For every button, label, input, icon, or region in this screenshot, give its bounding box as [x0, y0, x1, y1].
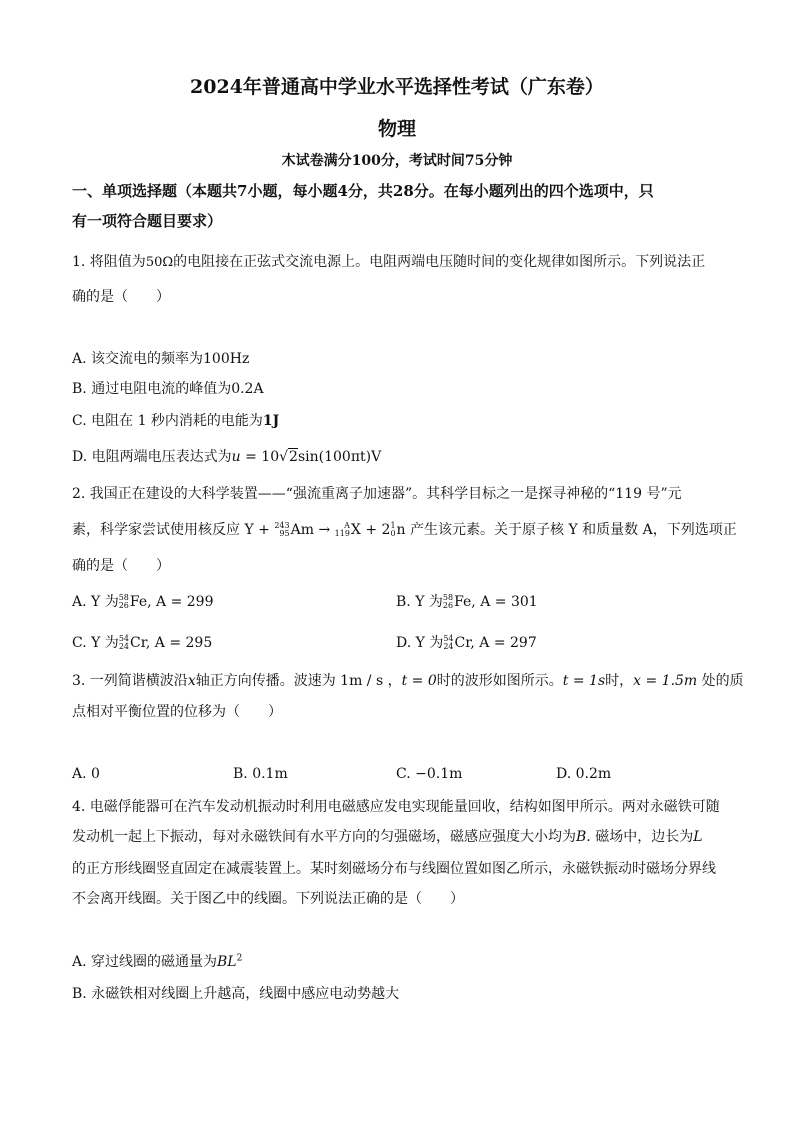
q2-opt-a-z: 26 — [118, 601, 129, 610]
q3-line1-c: 时的波形如图所示。 — [436, 673, 563, 689]
q3-stem-line2: 点相对平衡位置的位移为（ ） — [72, 704, 282, 720]
q2-stem-line1: 2. 我国正在建设的大科学装置——“强流重离子加速器”。其科学目标之一是探寻神秘的“119 号”元 — [72, 486, 682, 502]
q4-option-a — [72, 953, 242, 971]
q1-option-d-u: u — [231, 449, 241, 465]
q2-opt-c-sym: Cr, A = 295 — [130, 635, 213, 651]
subject-title: 物理 — [377, 118, 416, 140]
q2-opt-b-mass: 58 — [442, 593, 454, 602]
q2-stem-line3: 确的是（ ） — [72, 558, 170, 574]
q1-option-c — [72, 412, 279, 430]
exam-title: 2024年普通高中学业水平选择性考试（广东卷） — [190, 76, 604, 98]
q2-opt-b-nuclide — [443, 593, 538, 611]
q3-option-b: B. 0.1m — [233, 766, 288, 782]
q2-option-b — [396, 593, 538, 611]
q2-opt-a-sym: Fe, A = 299 — [129, 594, 214, 610]
q1-stem-line1 — [72, 253, 705, 272]
q3-line1-e: 处的质 — [697, 673, 744, 689]
q4-line2-a: 发动机一起上下振动，每对永磁铁间有水平方向的匀强磁场，磁感应强度大小均为 — [72, 829, 576, 845]
q3-x15: x = 1.5m — [633, 673, 698, 689]
q1-option-b: B. 通过电阻电流的峰值为0.2A — [72, 381, 264, 397]
q3-option-c: C. −0.1m — [396, 766, 463, 782]
q2-opt-b-z: 26 — [442, 601, 454, 610]
n-z: 0 — [390, 529, 396, 538]
q3-line1-b: 轴正方向传播。波速为 1m / s ， — [195, 673, 402, 689]
q4-opt-a-sup: 2 — [236, 953, 243, 964]
q1-stem-a: 1. 将阻值为 — [72, 254, 146, 270]
q2-opt-c-mass: 54 — [118, 634, 129, 643]
x-symbol: X — [350, 522, 361, 538]
q3-line1-a: 3. 一列简谐横波沿 — [72, 673, 188, 689]
q4-stem-line3: 的正方形线圈竖直固定在减震装置上。某时刻磁场分布与线圈位置如图乙所示，永磁铁振动时磁场分界线 — [72, 861, 716, 877]
am-z: 95 — [279, 529, 290, 538]
q4-L: L — [693, 829, 703, 845]
n-mass: 1 — [390, 521, 396, 530]
q1-option-a: A. 该交流电的频率为100Hz — [72, 351, 250, 367]
q2-opt-c-text: C. Y 为 — [72, 635, 119, 651]
q1-option-d-rest: sin(100πt)V — [297, 449, 382, 465]
nuclide-am — [274, 521, 314, 539]
q1-option-d-sqrt: 2 — [289, 449, 298, 465]
q3-option-d: D. 0.2m — [556, 766, 612, 782]
am-mass: 243 — [274, 521, 290, 530]
n-symbol: n — [396, 522, 406, 538]
q2-opt-a-mass: 58 — [118, 593, 129, 602]
q3-option-a: A. 0 — [72, 766, 100, 782]
x-z: 119 — [334, 529, 350, 538]
q2-opt-b-text: B. Y 为 — [396, 594, 443, 610]
q4-stem-line2 — [72, 828, 703, 846]
q4-stem-line4: 不会离开线圈。关于图乙中的线圈。下列说法正确的是（ ） — [72, 891, 464, 907]
q2-opt-d-nuclide — [443, 634, 536, 652]
q1-stem-b: 的电阻接在正弦式交流电源上。电阻两端电压随时间的变化规律如图所示。下列说法正 — [173, 254, 706, 270]
q4-B: B. — [576, 829, 591, 845]
q2-opt-d-mass: 54 — [443, 634, 454, 643]
q1-option-c-value: 1J — [262, 413, 280, 429]
q2-opt-d-z: 24 — [443, 642, 454, 651]
am-symbol: Am — [290, 522, 314, 538]
q3-x: x — [187, 673, 196, 689]
plus-two: + 2 — [360, 522, 391, 538]
q3-t1: t = 1s — [562, 673, 606, 689]
nuclide-n — [390, 521, 405, 539]
q2-stem-line2 — [72, 521, 737, 539]
q1-stem-line2: 确的是（ ） — [72, 289, 170, 305]
q4-opt-a-bl: BL — [217, 954, 237, 970]
q2-opt-d-text: D. Y 为 — [396, 635, 444, 651]
q2-option-c — [72, 634, 212, 652]
q1-resistance: 50Ω — [145, 255, 174, 270]
reaction-arrow: → — [314, 522, 335, 538]
x-mass: A — [344, 521, 350, 530]
section-heading-line2: 有一项符合题目要求） — [72, 212, 223, 230]
nuclide-x — [335, 521, 361, 539]
q2-opt-c-z: 24 — [118, 642, 129, 651]
q2-opt-b-sym: Fe, A = 301 — [454, 594, 538, 610]
q3-stem-line1 — [72, 672, 744, 690]
sqrt-symbol: √ — [279, 449, 289, 465]
q2-option-a — [72, 593, 214, 611]
q2-option-d — [396, 634, 537, 652]
q1-option-c-text: C. 电阻在 1 秒内消耗的电能为 — [72, 413, 263, 429]
section-heading-line1: 一、单项选择题（本题共7小题，每小题4分，共28分。在每小题列出的四个选项中，只 — [72, 182, 654, 200]
q3-line1-d: 时， — [605, 673, 634, 689]
q4-stem-line1: 4. 电磁俘能器可在汽车发动机振动时利用电磁感应发电实现能量回收，结构如图甲所示。两对永磁铁可随 — [72, 799, 720, 815]
q2-opt-a-nuclide — [119, 593, 214, 611]
q2-line2-a: 素，科学家尝试使用核反应 Y + — [72, 522, 275, 538]
q4-opt-a-text: A. 穿过线圈的磁通量为 — [72, 954, 218, 970]
q4-line2-b: 磁场中，边长为 — [590, 829, 694, 845]
q4-option-b: B. 永磁铁相对线圈上升越高，线圈中感应电动势越大 — [72, 986, 400, 1002]
q3-t0: t = 0 — [401, 673, 437, 689]
q2-opt-c-nuclide — [119, 634, 212, 652]
q2-line2-b: 产生该元素。关于原子核 Y 和质量数 A，下列选项正 — [405, 522, 737, 538]
q1-option-d-text: D. 电阻两端电压表达式为 — [72, 449, 232, 465]
q1-option-d-eq: = 10 — [240, 449, 280, 465]
exam-meta: 木试卷满分100分，考试时间75分钟 — [281, 153, 513, 169]
q1-option-d — [72, 448, 381, 466]
q2-opt-d-sym: Cr, A = 297 — [454, 635, 537, 651]
q2-opt-a-text: A. Y 为 — [72, 594, 119, 610]
